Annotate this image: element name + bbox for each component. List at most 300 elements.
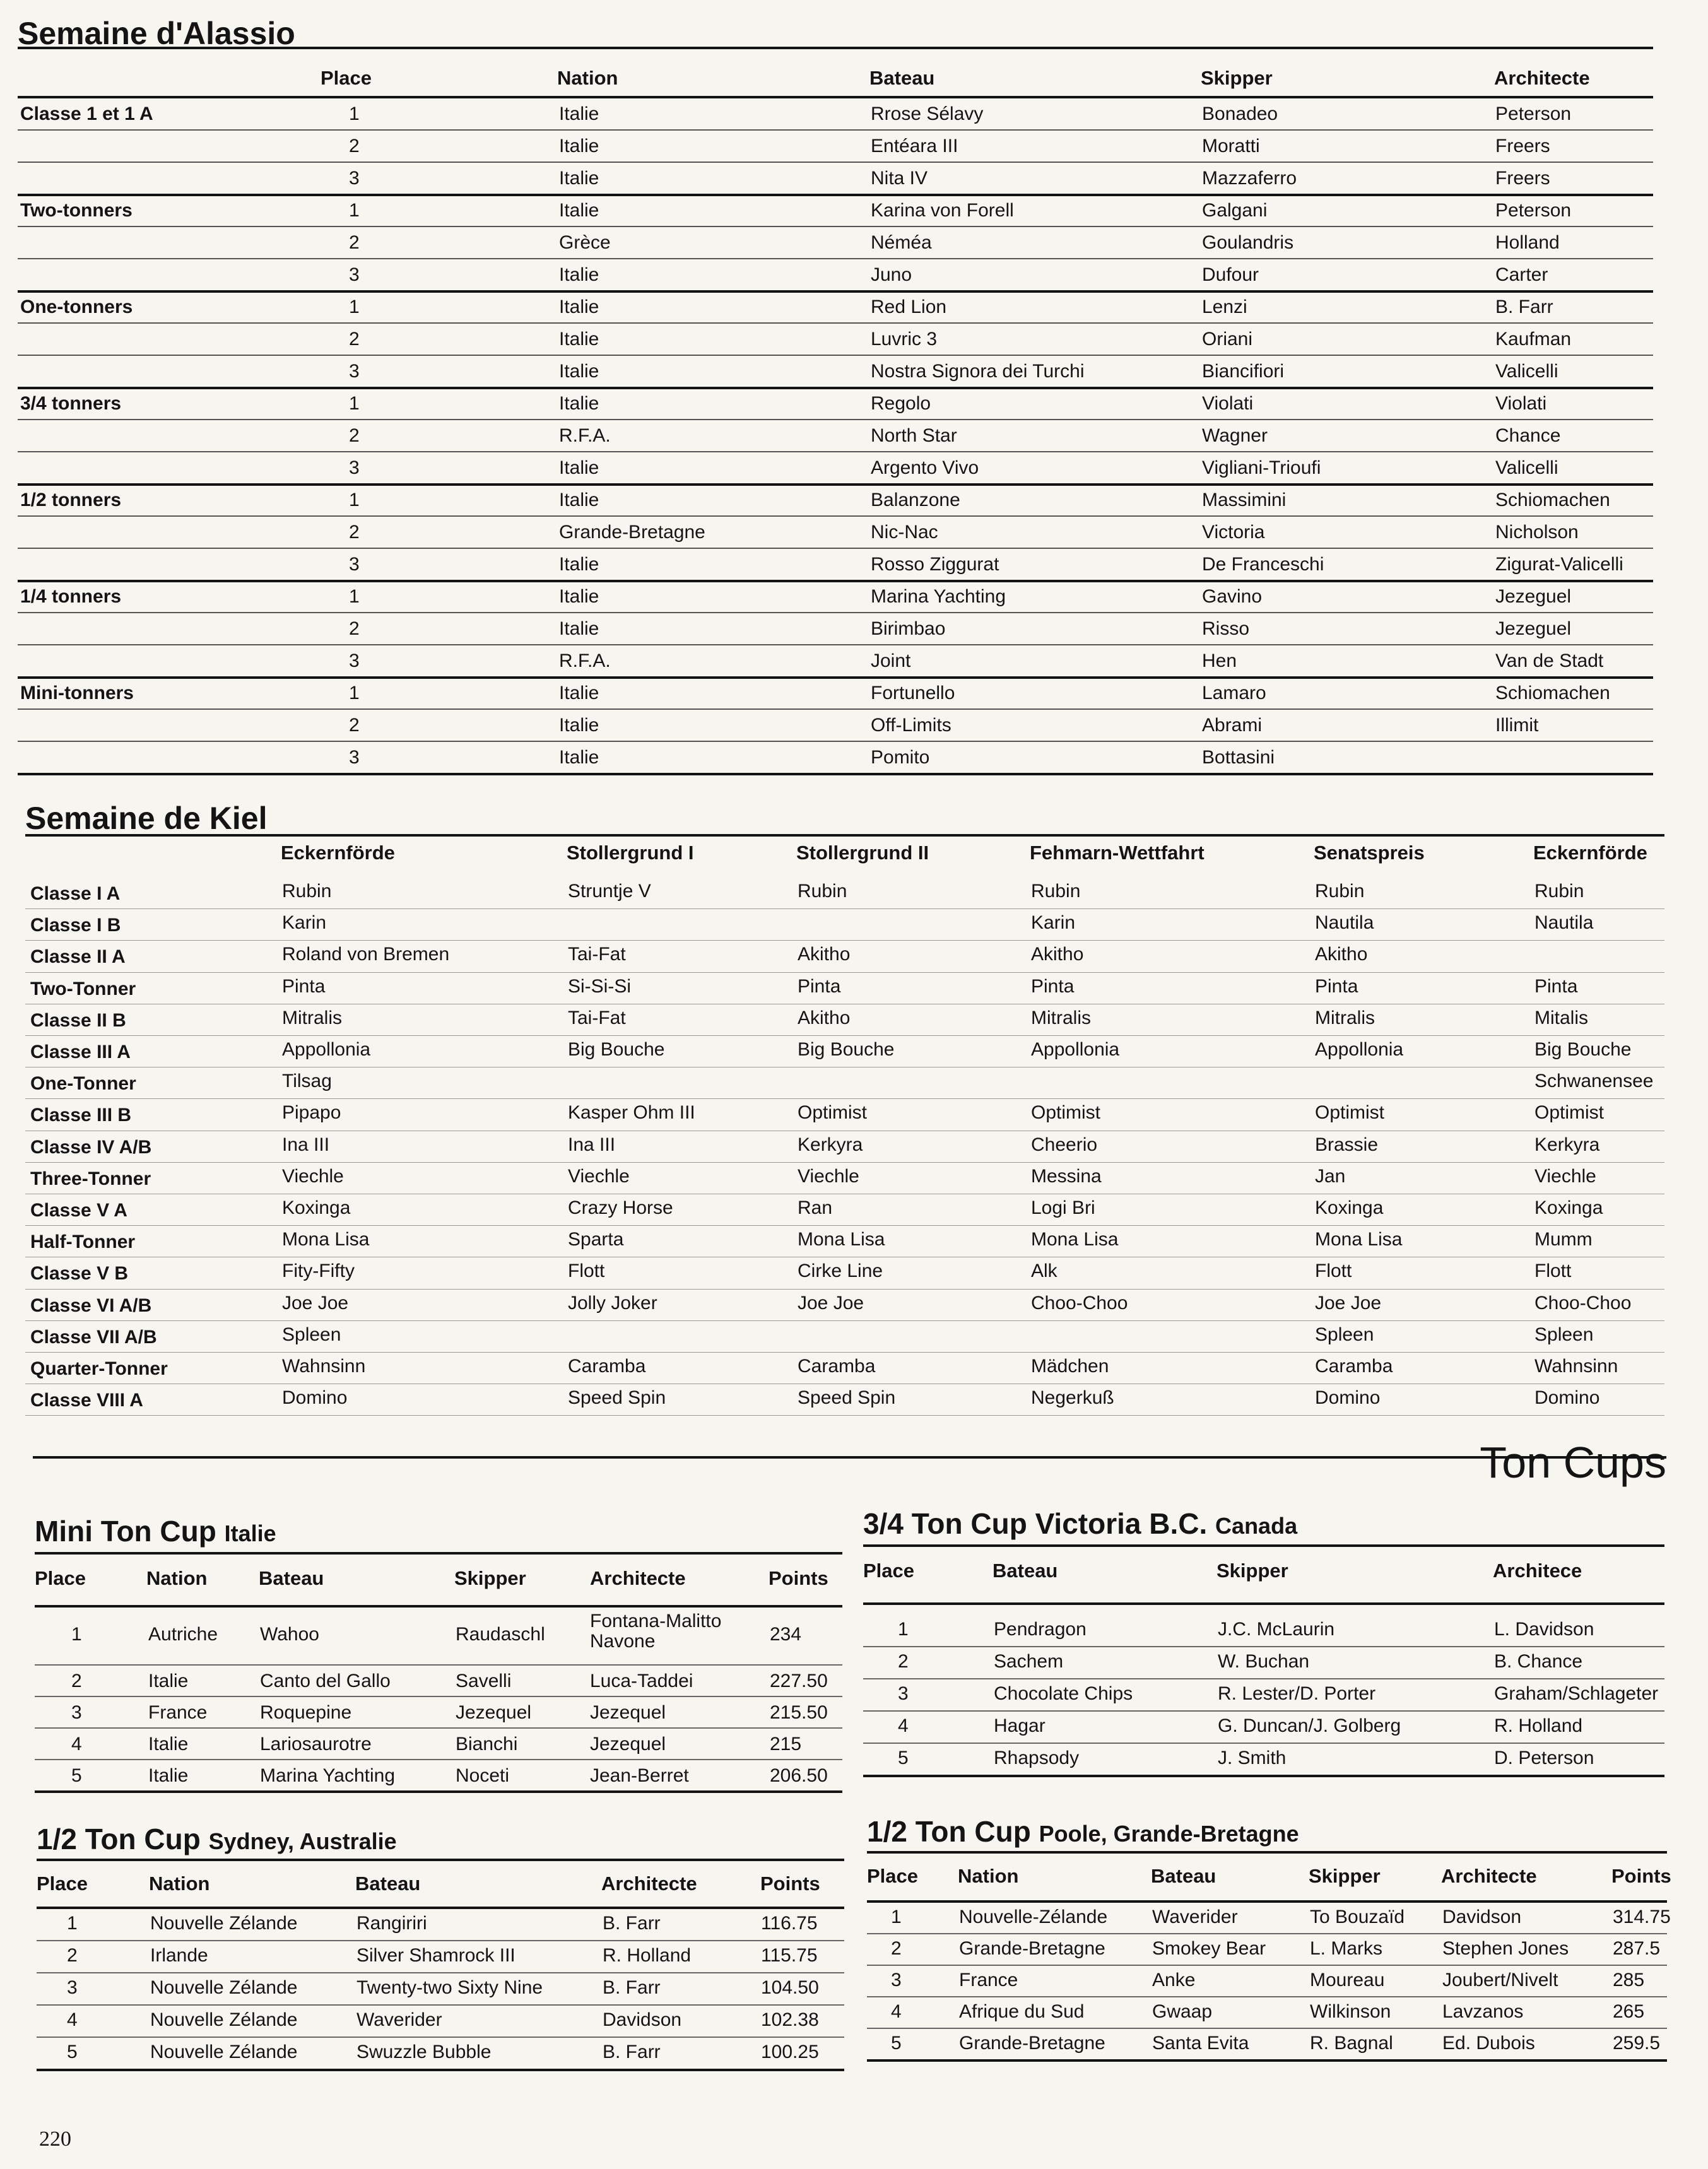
boat-cell: Kerkyra: [1534, 1134, 1600, 1155]
boat-cell: Tai-Fat: [568, 944, 626, 965]
header-architecte: Architecte: [590, 1567, 686, 1589]
boat-cell: Optimist: [1315, 1102, 1385, 1124]
boat-cell: Kasper Ohm III: [568, 1102, 695, 1124]
bateau-cell: Rosso Ziggurat: [871, 554, 999, 575]
architecte-cell: Kaufman: [1495, 329, 1572, 350]
bateau-cell: Pomito: [871, 747, 930, 768]
bateau-cell: Entéara III: [871, 136, 958, 156]
table-row: [863, 1678, 1664, 1712]
boat-cell: Spleen: [1315, 1324, 1374, 1345]
header-place: Place: [35, 1567, 86, 1589]
three-quarter-location: Canada: [1215, 1513, 1298, 1539]
table-row: [25, 908, 1664, 941]
nation-cell: Italie: [559, 490, 599, 510]
three-quarter-title: [863, 1507, 1297, 1541]
architecte-cell: Nicholson: [1495, 522, 1579, 543]
bateau-cell: Birimbao: [871, 618, 946, 639]
nation-cell: Italie: [559, 136, 599, 156]
architecte-cell: Peterson: [1495, 103, 1572, 124]
boat-cell: Logi Bri: [1031, 1197, 1095, 1218]
table-cell: 1: [71, 1624, 82, 1645]
kiel-header: Senatspreis: [1314, 842, 1425, 864]
architecte-cell: Chance: [1495, 425, 1561, 446]
boat-cell: Big Bouche: [1534, 1039, 1632, 1060]
table-cell: Graham/Schlageter: [1494, 1683, 1659, 1704]
boat-cell: Roland von Bremen: [282, 944, 450, 965]
header-architecte: Architecte: [1494, 67, 1590, 89]
table-cell: Jezequel: [456, 1702, 532, 1723]
table-cell: R. Lester/D. Porter: [1218, 1683, 1376, 1704]
place-cell: 1: [349, 200, 360, 221]
mini-ton-title: [35, 1514, 276, 1548]
header-nation: Nation: [146, 1567, 208, 1589]
table-cell: R. Holland: [1494, 1715, 1583, 1736]
boat-cell: Spleen: [1534, 1324, 1594, 1345]
header-points: Points: [760, 1872, 820, 1895]
boat-cell: Nautila: [1534, 912, 1594, 934]
mini-ton-location: Italie: [224, 1520, 276, 1546]
table-cell: 2: [898, 1651, 909, 1672]
skipper-cell: Dufour: [1202, 264, 1259, 285]
class-label: Quarter-Tonner: [30, 1358, 168, 1379]
place-cell: 3: [349, 650, 360, 671]
table-cell: 2: [67, 1945, 78, 1966]
header-bateau: Bateau: [355, 1872, 421, 1895]
table-row: [867, 1965, 1667, 1997]
bateau-cell: Nita IV: [871, 168, 928, 189]
boat-cell: Schwanensee: [1534, 1071, 1654, 1092]
skipper-cell: Galgani: [1202, 200, 1268, 221]
architecte-cell: Valicelli: [1495, 457, 1558, 478]
table-cell: Bianchi: [456, 1734, 518, 1755]
boat-cell: Choo-Choo: [1031, 1292, 1128, 1314]
three-quarter-ton-cup-section: [863, 1507, 1664, 1790]
boat-cell: Rubin: [282, 881, 332, 902]
table-cell: 234: [770, 1624, 802, 1645]
table-cell: 3: [891, 1970, 902, 1990]
table-cell: Lariosaurotre: [260, 1734, 372, 1755]
table-cell: 3: [67, 1977, 78, 1998]
boat-cell: Choo-Choo: [1534, 1292, 1632, 1314]
table-cell: Chocolate Chips: [994, 1683, 1133, 1704]
boat-cell: Domino: [1315, 1387, 1381, 1409]
table-cell: 116.75: [761, 1913, 818, 1934]
header-nation: Nation: [557, 67, 618, 89]
nation-cell: Italie: [559, 554, 599, 575]
table-row: [25, 1098, 1664, 1131]
boat-cell: Ina III: [568, 1134, 616, 1155]
bateau-cell: Joint: [871, 650, 911, 671]
table-row: [25, 1384, 1664, 1416]
table-row: [18, 290, 1653, 324]
header-skipper: Skipper: [1309, 1865, 1381, 1887]
class-group: [18, 97, 1653, 194]
table-cell: Wilkinson: [1310, 2001, 1391, 2022]
table-cell: Grande-Bretagne: [959, 1938, 1105, 1959]
table-cell: 4: [71, 1734, 82, 1755]
table-row: [35, 1606, 842, 1666]
kiel-header: Stollergrund II: [796, 842, 929, 864]
skipper-cell: Hen: [1202, 650, 1237, 671]
table-cell: B. Farr: [603, 1913, 661, 1934]
nation-cell: Italie: [559, 586, 599, 607]
place-cell: 1: [349, 103, 360, 124]
boat-cell: Ina III: [282, 1134, 330, 1155]
header-nation: Nation: [149, 1872, 210, 1895]
header-nation: Nation: [958, 1865, 1019, 1887]
architecte-cell: Illimit: [1495, 715, 1539, 736]
table-cell: D. Peterson: [1494, 1748, 1594, 1768]
class-label: 3/4 tonners: [20, 393, 122, 414]
table-cell: 104.50: [761, 1977, 819, 1998]
nation-cell: Italie: [559, 200, 599, 221]
place-cell: 3: [349, 457, 360, 478]
boat-cell: Caramba: [1315, 1356, 1393, 1377]
bateau-cell: Balanzone: [871, 490, 960, 510]
skipper-cell: Bonadeo: [1202, 103, 1278, 124]
table-row: [25, 1131, 1664, 1163]
header-bateau: Bateau: [1151, 1865, 1216, 1887]
table-cell: 3: [898, 1683, 909, 1704]
header-skipper: Skipper: [1216, 1560, 1288, 1582]
bateau-cell: North Star: [871, 425, 957, 446]
boat-cell: Koxinga: [1315, 1197, 1384, 1218]
header-points: Points: [1611, 1865, 1671, 1887]
boat-cell: Jolly Joker: [568, 1292, 657, 1314]
table-cell: Silver Shamrock III: [356, 1945, 515, 1966]
table-row: [25, 1352, 1664, 1384]
nation-cell: Italie: [559, 683, 599, 703]
skipper-cell: Risso: [1202, 618, 1250, 639]
table-cell: 227.50: [770, 1671, 828, 1691]
table-row: [25, 1004, 1664, 1036]
table-row: [18, 322, 1653, 356]
class-label: Classe V B: [30, 1263, 129, 1284]
boat-cell: Si-Si-Si: [568, 975, 632, 997]
nation-cell: Italie: [559, 361, 599, 382]
table-cell: Hagar: [994, 1715, 1045, 1736]
table-cell: 265: [1613, 2001, 1645, 2022]
boat-cell: Akitho: [798, 944, 851, 965]
table-cell: 1: [898, 1619, 909, 1640]
table-row: [18, 580, 1653, 613]
boat-cell: Karin: [1031, 912, 1076, 934]
boat-cell: Mona Lisa: [1315, 1229, 1403, 1250]
table-row: [867, 1933, 1667, 1966]
table-row: [35, 1664, 842, 1697]
table-row: [35, 1727, 842, 1760]
place-cell: 2: [349, 522, 360, 543]
table-cell: Waverider: [1152, 1907, 1238, 1927]
table-cell: 115.75: [761, 1945, 818, 1966]
table-row: [18, 612, 1653, 645]
table-row: [18, 97, 1653, 131]
table-row: [18, 162, 1653, 196]
table-row: [25, 1162, 1664, 1194]
table-cell: Waverider: [356, 2009, 442, 2030]
place-cell: 2: [349, 425, 360, 446]
header-place: Place: [37, 1872, 88, 1895]
mini-ton-cup-section: [35, 1514, 842, 1798]
bateau-cell: Fortunello: [871, 683, 955, 703]
nation-cell: R.F.A.: [559, 650, 611, 671]
header-bateau: Bateau: [992, 1560, 1058, 1582]
architecte-cell: Violati: [1495, 393, 1547, 414]
architecte-cell: Schiomachen: [1495, 490, 1610, 510]
nation-cell: Italie: [559, 457, 599, 478]
class-label: Classe V A: [30, 1200, 127, 1221]
table-row: [25, 1257, 1664, 1289]
table-row: [18, 741, 1653, 775]
kiel-header: Eckernförde: [1533, 842, 1647, 864]
bateau-cell: Red Lion: [871, 297, 947, 317]
table-row: [18, 644, 1653, 679]
table-cell: Noceti: [456, 1765, 510, 1786]
table-row: [35, 1759, 842, 1793]
architecte-cell: Holland: [1495, 232, 1560, 253]
table-row: [18, 451, 1653, 486]
boat-cell: Akitho: [1315, 944, 1368, 965]
bateau-cell: Nic-Nac: [871, 522, 938, 543]
place-cell: 3: [349, 747, 360, 768]
class-group: [18, 483, 1653, 580]
kiel-header: Fehmarn-Wettfahrt: [1030, 842, 1204, 864]
skipper-cell: Moratti: [1202, 136, 1260, 156]
architecte-cell: Carter: [1495, 264, 1548, 285]
place-cell: 3: [349, 168, 360, 189]
rule: [863, 1602, 1664, 1605]
class-label: 1/4 tonners: [20, 586, 122, 607]
table-cell: Autriche: [148, 1624, 218, 1645]
kiel-section: [25, 802, 1664, 1421]
class-label: Classe III B: [30, 1105, 132, 1126]
boat-cell: Mädchen: [1031, 1356, 1109, 1377]
boat-cell: Optimist: [798, 1102, 868, 1124]
architecte-cell: Freers: [1495, 168, 1550, 189]
place-cell: 3: [349, 554, 360, 575]
skipper-cell: Lenzi: [1202, 297, 1247, 317]
architecte-cell: Jezeguel: [1495, 618, 1572, 639]
table-cell: 215: [770, 1734, 802, 1755]
architecte-cell: Jezeguel: [1495, 586, 1572, 607]
table-cell: Nouvelle Zélande: [150, 2009, 298, 2030]
header-place: Place: [867, 1865, 919, 1887]
boat-cell: Big Bouche: [798, 1039, 895, 1060]
class-label: Three-Tonner: [30, 1168, 151, 1189]
class-label: One-Tonner: [30, 1073, 136, 1095]
table-cell: 285: [1613, 1970, 1645, 1990]
skipper-cell: Bottasini: [1202, 747, 1275, 768]
table-cell: 4: [67, 2009, 78, 2030]
header-skipper: Skipper: [454, 1567, 526, 1589]
table-cell: Wahoo: [260, 1624, 319, 1645]
boat-cell: Viechle: [1534, 1165, 1596, 1187]
table-cell: Swuzzle Bubble: [356, 2042, 492, 2062]
boat-cell: Mitralis: [1315, 1007, 1375, 1028]
boat-cell: Joe Joe: [1315, 1292, 1382, 1314]
boat-cell: Flott: [1315, 1261, 1352, 1282]
table-cell: R. Holland: [603, 1945, 692, 1966]
table-cell: France: [959, 1970, 1018, 1990]
place-cell: 1: [349, 683, 360, 703]
table-cell: 100.25: [761, 2042, 819, 2062]
boat-cell: Mona Lisa: [798, 1229, 885, 1250]
place-cell: 1: [349, 490, 360, 510]
boat-cell: Appollonia: [1315, 1039, 1404, 1060]
class-label: One-tonners: [20, 297, 133, 317]
table-row: [18, 194, 1653, 227]
table-cell: 4: [891, 2001, 902, 2022]
table-cell: 3: [71, 1702, 82, 1723]
table-cell: 314.75: [1613, 1907, 1671, 1927]
table-cell: Canto del Gallo: [260, 1671, 391, 1691]
table-row: [25, 1225, 1664, 1257]
boat-cell: Viechle: [798, 1165, 859, 1187]
class-group: [18, 387, 1653, 483]
table-row: [863, 1646, 1664, 1679]
nation-cell: Italie: [559, 103, 599, 124]
table-cell: Roquepine: [260, 1702, 352, 1723]
boat-cell: Nautila: [1315, 912, 1374, 934]
table-cell: To Bouzaïd: [1310, 1907, 1405, 1927]
boat-cell: Pinta: [282, 975, 326, 997]
page-number: 220: [39, 2127, 71, 2151]
rule: [863, 1544, 1664, 1547]
class-label: Classe II B: [30, 1009, 126, 1031]
class-label: Classe II A: [30, 946, 126, 968]
table-row: [25, 972, 1664, 1004]
half-poole-title-text: 1/2 Ton Cup: [867, 1815, 1031, 1848]
skipper-cell: Wagner: [1202, 425, 1268, 446]
table-row: [18, 708, 1653, 742]
skipper-cell: Abrami: [1202, 715, 1263, 736]
table-row: [863, 1710, 1664, 1744]
boat-cell: Koxinga: [1534, 1197, 1603, 1218]
table-cell: Nouvelle-Zélande: [959, 1907, 1108, 1927]
boat-cell: Akitho: [798, 1007, 851, 1028]
table-row: [18, 515, 1653, 549]
table-row: [18, 355, 1653, 389]
boat-cell: Mitalis: [1534, 1007, 1589, 1028]
mini-ton-title-text: Mini Ton Cup: [35, 1515, 216, 1548]
bateau-cell: Nostra Signora dei Turchi: [871, 361, 1085, 382]
bateau-cell: Argento Vivo: [871, 457, 979, 478]
boat-cell: Rubin: [1031, 881, 1081, 902]
class-group: [18, 194, 1653, 290]
boat-cell: Kerkyra: [798, 1134, 863, 1155]
skipper-cell: Victoria: [1202, 522, 1265, 543]
nation-cell: Italie: [559, 329, 599, 350]
architecte-cell: Van de Stadt: [1495, 650, 1604, 671]
class-label: Two-Tonner: [30, 978, 136, 999]
skipper-cell: Violati: [1202, 393, 1254, 414]
table-cell: 4: [898, 1715, 909, 1736]
skipper-cell: Gavino: [1202, 586, 1263, 607]
header-place: Place: [321, 67, 372, 89]
place-cell: 3: [349, 361, 360, 382]
nation-cell: Italie: [559, 618, 599, 639]
table-row: [18, 676, 1653, 710]
boat-cell: Koxinga: [282, 1197, 351, 1218]
architecte-cell: B. Farr: [1495, 297, 1553, 317]
table-cell: 5: [71, 1765, 82, 1786]
kiel-header: Stollergrund I: [567, 842, 694, 864]
boat-cell: Flott: [1534, 1261, 1572, 1282]
boat-cell: Flott: [568, 1261, 605, 1282]
boat-cell: Pipapo: [282, 1102, 341, 1124]
boat-cell: Domino: [1534, 1387, 1600, 1409]
table-cell: B. Farr: [603, 2042, 661, 2062]
bateau-cell: Rrose Sélavy: [871, 103, 984, 124]
architecte-cell: Zigurat-Valicelli: [1495, 554, 1623, 575]
table-cell: Italie: [148, 1671, 189, 1691]
header-skipper: Skipper: [1201, 67, 1273, 89]
table-cell: Fontana-Malitto Navone: [590, 1611, 722, 1652]
boat-cell: Sparta: [568, 1229, 624, 1250]
rule: [18, 47, 1653, 49]
table-cell: Marina Yachting: [260, 1765, 396, 1786]
boat-cell: Crazy Horse: [568, 1197, 673, 1218]
boat-cell: Appollonia: [1031, 1039, 1120, 1060]
table-cell: G. Duncan/J. Golberg: [1218, 1715, 1401, 1736]
header-architecte: Architecte: [1441, 1865, 1537, 1887]
table-row: [18, 419, 1653, 452]
skipper-cell: Vigliani-Trioufi: [1202, 457, 1321, 478]
table-cell: Nouvelle Zélande: [150, 2042, 298, 2062]
place-cell: 1: [349, 586, 360, 607]
table-cell: Stephen Jones: [1442, 1938, 1569, 1959]
table-cell: Jezequel: [590, 1734, 666, 1755]
boat-cell: Viechle: [568, 1165, 630, 1187]
bateau-cell: Juno: [871, 264, 912, 285]
header-bateau: Bateau: [869, 67, 935, 89]
table-row: [25, 1067, 1664, 1099]
nation-cell: Italie: [559, 297, 599, 317]
boat-cell: Big Bouche: [568, 1039, 665, 1060]
half-poole-location: Poole, Grande-Bretagne: [1039, 1821, 1299, 1847]
skipper-cell: Biancifiori: [1202, 361, 1285, 382]
table-row: [35, 1696, 842, 1729]
table-row: [25, 1035, 1664, 1067]
boat-cell: Domino: [282, 1387, 348, 1409]
table-cell: France: [148, 1702, 208, 1723]
boat-cell: Karin: [282, 912, 327, 934]
table-row: [25, 940, 1664, 972]
boat-cell: Struntje V: [568, 881, 651, 902]
skipper-cell: Mazzaferro: [1202, 168, 1297, 189]
boat-cell: Joe Joe: [282, 1292, 349, 1314]
place-cell: 2: [349, 715, 360, 736]
table-cell: 1: [67, 1913, 78, 1934]
table-row: [18, 258, 1653, 293]
rule: [33, 1456, 1666, 1459]
table-cell: Irlande: [150, 1945, 208, 1966]
boat-cell: Mona Lisa: [282, 1229, 370, 1250]
boat-cell: Rubin: [1534, 881, 1584, 902]
table-row: [25, 1194, 1664, 1226]
ton-cups-heading: Ton Cups: [1480, 1438, 1666, 1487]
nation-cell: R.F.A.: [559, 425, 611, 446]
boat-cell: Pinta: [1315, 975, 1358, 997]
table-cell: J.C. McLaurin: [1218, 1619, 1335, 1640]
table-row: [863, 1743, 1664, 1777]
table-cell: Raudaschl: [456, 1624, 545, 1645]
table-cell: Nouvelle Zélande: [150, 1977, 298, 1998]
table-cell: W. Buchan: [1218, 1651, 1310, 1672]
place-cell: 2: [349, 232, 360, 253]
boat-cell: Speed Spin: [798, 1387, 896, 1409]
boat-cell: Wahnsinn: [282, 1356, 366, 1377]
